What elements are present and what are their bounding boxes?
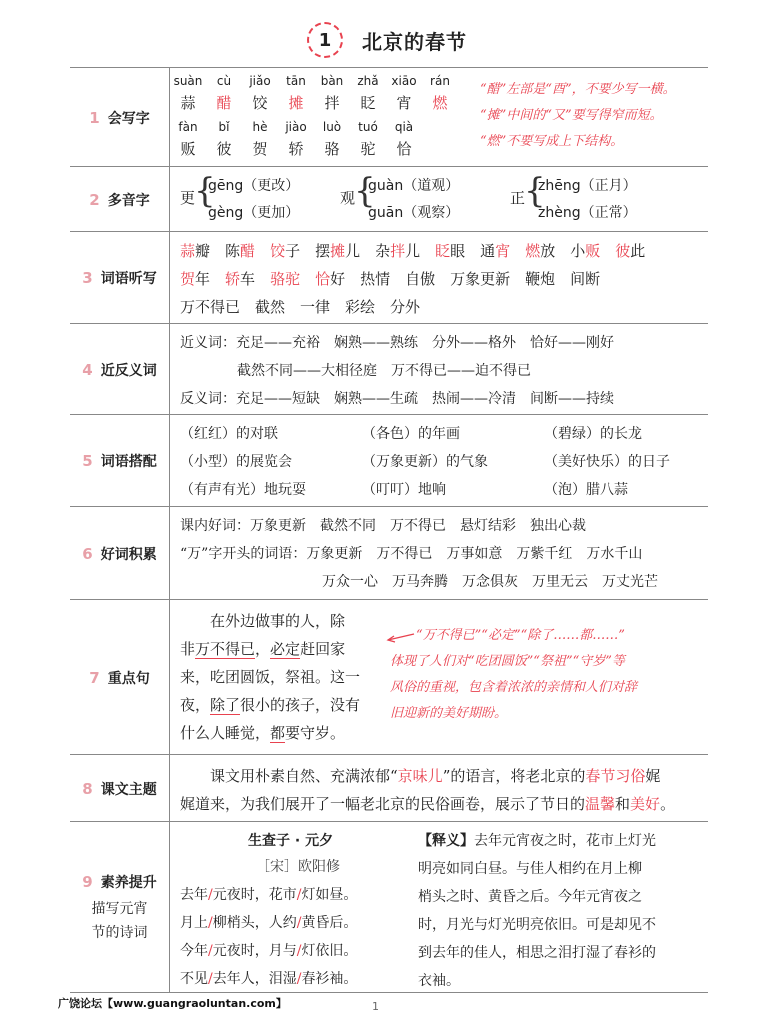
brace-icon: { (194, 171, 216, 211)
explanation-line: 时，月光与灯光明亮依旧。可是却见不 (418, 917, 656, 933)
lesson-title: 北京的春节 (362, 30, 467, 54)
hanzi: 燃 (432, 94, 448, 112)
row-theme (70, 754, 708, 822)
explanation-line: 明亮如同白昼。与佳人相约在月上柳 (418, 861, 642, 877)
hanzi: 贩 (180, 140, 196, 158)
collocation-item: （碧绿）的长龙 (544, 426, 642, 442)
pinyin: jiǎo (249, 74, 271, 88)
sentence-line: 来，吃团圆饭，祭祖。这一 (180, 668, 361, 686)
pinyin: luò (322, 120, 342, 134)
antonyms-line: 反义词：充足——短缺 娴熟——生疏 热闹——冷清 间断——持续 (180, 391, 614, 407)
pinyin: qià (394, 120, 414, 134)
poem-line: 去年/元夜时，花市/灯如昼。 (180, 887, 358, 903)
writing-note-1: “醋”左部是“酉”，不要少写一横。 (480, 82, 676, 97)
synonym-antonym-list (180, 324, 708, 415)
pinyin: xiāo (391, 74, 417, 88)
poem-line: 月上/柳梢头，人约/黄昏后。 (180, 915, 358, 931)
dictation-words (180, 232, 708, 324)
polyphone-char: 观 (340, 189, 356, 207)
polyphone-groups (180, 167, 708, 232)
good-words-line: “万”字开头的词语：万象更新 万不得已 万事如意 万紫千红 万水千山 (180, 546, 643, 562)
page-title (0, 22, 780, 62)
polyphone-reading: gēng（更改） (208, 178, 300, 194)
polyphone-char: 正 (510, 189, 526, 207)
hanzi: 蒜 (180, 94, 196, 112)
row-label: 7 重点句 (70, 600, 170, 755)
poem-block (180, 822, 708, 992)
hanzi: 恰 (396, 140, 412, 158)
sentence-line: 在外边做事的人，除 (210, 612, 346, 630)
explanation-line: 梢头之时、黄昏之后。今年元宵夜之 (418, 889, 642, 905)
hanzi: 轿 (288, 140, 304, 158)
analysis-note: “万不得已”“必定”“除了……都……” (416, 628, 625, 643)
page-number: 1 (372, 1000, 379, 1013)
dictation-line-2: 贺年 轿车 骆驼 恰好 热情 自傲 万象更新 鞭炮 间断 (180, 270, 601, 288)
row-collocations (70, 414, 708, 507)
arrow-icon (386, 630, 416, 644)
row-label: 4 近反义词 (70, 324, 170, 415)
explanation-line: 【释义】去年元宵夜之时，花市上灯光 (418, 833, 656, 849)
explanation-line: 到去年的佳人，相思之泪打湿了春衫的 (418, 945, 656, 961)
poem-title: 生查子 · 元夕 (248, 833, 334, 849)
row-label: 6 好词积累 (70, 507, 170, 600)
analysis-note: 体现了人们对“吃团圆饭”“祭祖”“守岁”等 (390, 654, 625, 669)
pinyin: fàn (178, 120, 198, 134)
analysis-note: 旧迎新的美好期盼。 (390, 706, 508, 721)
pinyin: bǐ (218, 120, 230, 134)
hanzi: 宵 (396, 94, 412, 112)
row-synonyms (70, 323, 708, 415)
pinyin: tān (286, 74, 306, 88)
collocation-item: （小型）的展览会 (180, 454, 292, 470)
hanzi: 骆 (324, 140, 340, 158)
sentence-line: 什么人睡觉，都要守岁。 (180, 724, 346, 742)
row-dictation (70, 231, 708, 324)
good-words-line: 课内好词：万象更新 截然不同 万不得已 悬灯结彩 独出心裁 (180, 518, 586, 534)
hanzi: 饺 (252, 94, 268, 112)
pinyin: rán (430, 74, 450, 88)
polyphone-reading: zhèng（正常） (538, 205, 637, 221)
collocation-grid (180, 415, 708, 507)
pinyin: jiào (285, 120, 307, 134)
row-write-chars (70, 67, 708, 167)
hanzi: 醋 (216, 94, 232, 112)
good-words-list (180, 507, 708, 600)
collocation-item: （美好快乐）的日子 (544, 454, 670, 470)
pinyin: hè (252, 120, 268, 134)
polyphone-char: 更 (180, 189, 196, 207)
poem-author: ［宋］欧阳修 (256, 859, 340, 875)
poem-line: 不见/去年人，泪湿/春衫袖。 (180, 971, 358, 987)
row-label: 9 素养提升 描写元宵 节的诗词 (70, 822, 170, 992)
row-label: 3 词语听写 (70, 232, 170, 324)
sentence-line: 夜，除了很小的孩子，没有 (180, 696, 361, 714)
dictation-line-3: 万不得已 截然 一律 彩绘 分外 (180, 298, 421, 316)
polyphone-reading: guān（观察） (368, 205, 460, 221)
polyphone-reading: gèng（更加） (208, 205, 300, 221)
sentence-line: 非万不得已，必定赶回家 (180, 640, 346, 658)
theme-paragraph (180, 755, 708, 822)
dictation-line-1: 蒜瓣 陈醋 饺子 摆摊儿 杂拌儿 眨眼 通宵 燃放 小贩 彼此 (180, 242, 646, 260)
pinyin: bàn (320, 74, 344, 88)
row-key-sentence (70, 599, 708, 755)
lesson-number-badge: 1 (307, 22, 343, 58)
collocation-item: （泡）腊八蒜 (544, 482, 628, 498)
collocation-item: （有声有光）地玩耍 (180, 482, 306, 498)
summary-table (70, 67, 708, 991)
writing-note-2: “摊”中间的“又”要写得窄而短。 (480, 108, 663, 123)
collocation-item: （各色）的年画 (362, 426, 460, 442)
explanation-line: 衣袖。 (418, 973, 460, 989)
collocation-item: （红红）的对联 (180, 426, 278, 442)
row-label: 1 会写字 (70, 68, 170, 167)
brace-icon: { (354, 171, 376, 211)
collocation-item: （叮叮）地响 (362, 482, 446, 498)
pinyin: zhǎ (357, 74, 379, 88)
hanzi: 驼 (360, 140, 376, 158)
polyphone-reading: zhēng（正月） (538, 178, 637, 194)
hanzi: 摊 (288, 94, 304, 112)
row-label: 2 多音字 (70, 167, 170, 232)
row-literacy (70, 821, 708, 993)
collocation-item: （万象更新）的气象 (362, 454, 488, 470)
hanzi: 贺 (252, 140, 268, 158)
row-polyphones (70, 166, 708, 232)
row-label: 8 课文主题 (70, 755, 170, 822)
brace-icon: { (524, 171, 546, 211)
polyphone-reading: guàn（道观） (368, 178, 460, 194)
row-good-words (70, 506, 708, 600)
key-sentence-block (180, 600, 708, 755)
poem-line: 今年/元夜时，月与/灯依旧。 (180, 943, 358, 959)
synonyms-line-2: 截然不同——大相径庭 万不得已——迫不得已 (237, 363, 531, 379)
pinyin: tuó (358, 120, 378, 134)
writing-note-3: “燃”不要写成上下结构。 (480, 134, 624, 149)
pinyin: suàn (173, 74, 203, 88)
analysis-note: 风俗的重视，包含着浓浓的亲情和人们对辞 (390, 680, 638, 695)
hanzi: 拌 (324, 94, 340, 112)
synonyms-line: 近义词：充足——充裕 娴熟——熟练 分外——格外 恰好——刚好 (180, 335, 614, 351)
hanzi: 眨 (360, 94, 376, 112)
row-label: 5 词语搭配 (70, 415, 170, 507)
good-words-line: 万众一心 万马奔腾 万念俱灰 万里无云 万丈光芒 (322, 574, 658, 590)
hanzi: 彼 (216, 140, 232, 158)
theme-line: 课文用朴素自然、充满浓郁“京味儿”的语言，将老北京的春节习俗娓 (210, 767, 661, 785)
footer-source: 广饶论坛【www.guangraoluntan.com】 (58, 997, 287, 1010)
theme-line: 娓道来，为我们展开了一幅老北京的民俗画卷，展示了节日的温馨和美好。 (180, 795, 676, 813)
pinyin: cù (216, 74, 232, 88)
